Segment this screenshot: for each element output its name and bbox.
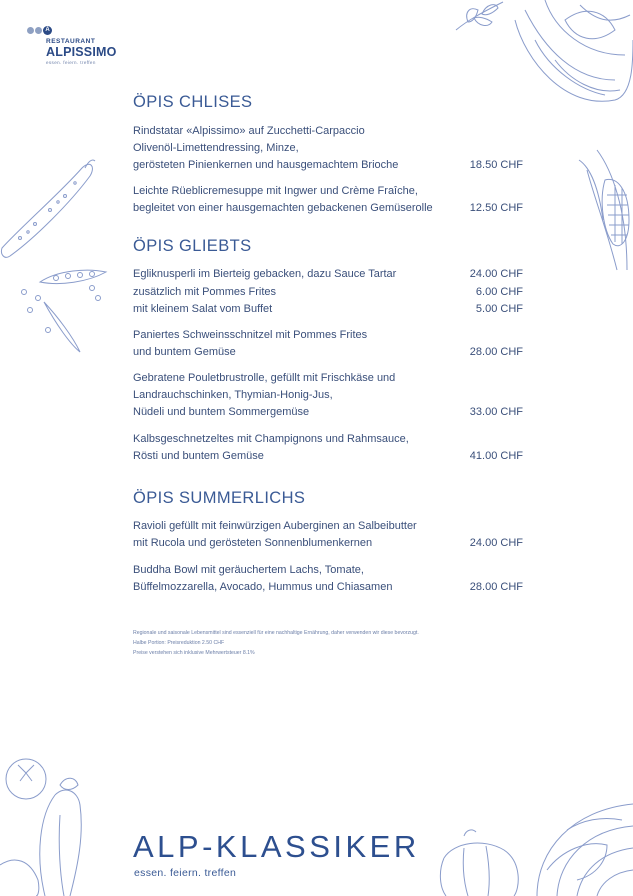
menu-item-line: Olivenöl-Limettendressing, Minze,: [133, 142, 299, 154]
menu-item-line: Nüdeli und buntem Sommergemüse: [133, 406, 310, 418]
menu-item-line: gerösteten Pinienkernen und hausgemachtem Brioche: [133, 159, 399, 171]
menu-item-line: mit kleinem Salat vom Buffet: [133, 303, 273, 315]
menu-item-line: und buntem Gemüse: [133, 346, 236, 358]
menu-item-line: Rindstatar «Alpissimo» auf Zucchetti-Carpaccio: [133, 125, 365, 137]
peas-icon: [18, 262, 110, 357]
logo-dots-icon: A: [27, 26, 147, 35]
logo-restaurant-label: RESTAURANT: [46, 38, 96, 45]
menu-item-line: Buddha Bowl mit geräuchertem Lachs, Tomate,: [133, 564, 364, 576]
footnote-sustainability: Regionale und saisonale Lebensmittel sind essenziell für eine nachhaltige Ernährung, daher verwenden wir diese bevorzugt.: [133, 630, 419, 636]
brand-title: ALP-KLASSIKER: [133, 829, 420, 864]
eggplant-tomato-icon: [0, 755, 110, 896]
menu-item-price: 28.00 CHF: [469, 346, 523, 358]
menu-item-price: 5.00 CHF: [475, 303, 523, 315]
logo-tagline: essen. feiern. treffen: [46, 60, 96, 65]
pepper-icon: [434, 828, 524, 896]
menu-item-line: Leichte Rüeblicremesuppe mit Ingwer und Crème Fraîche,: [133, 185, 418, 197]
menu-item-line: Ravioli gefüllt mit feinwürzigen Auberginen an Salbeibutter: [133, 520, 417, 532]
menu-item-line: Paniertes Schweinsschnitzel mit Pommes Frites: [133, 329, 368, 341]
menu-item-line: Landrauchschinken, Thymian-Honig-Jus,: [133, 389, 333, 401]
menu-item-line: Kalbsgeschnetzeltes mit Champignons und Rahmsauce,: [133, 433, 409, 445]
menu-item-line: mit Rucola und gerösteten Sonnenblumenkernen: [133, 537, 373, 549]
cucumber-icon: [0, 158, 100, 260]
section-title-oepis-gliebts: ÖPIS GLIEBTS: [133, 237, 252, 255]
menu-item-line: Rösti und buntem Gemüse: [133, 450, 264, 462]
logo-name: ALPISSIMO: [46, 45, 117, 59]
corn-icon: [577, 140, 633, 275]
menu-item-price: 24.00 CHF: [469, 268, 523, 280]
menu-item-price: 6.00 CHF: [475, 286, 523, 298]
menu-item-price: 18.50 CHF: [469, 159, 523, 171]
cabbage-bottom-icon: [527, 790, 633, 896]
menu-item-line: zusätzlich mit Pommes Frites: [133, 286, 277, 298]
menu-item-line: begleitet von einer hausgemachten gebackenen Gemüserolle: [133, 202, 433, 214]
menu-item-price: 12.50 CHF: [469, 202, 523, 214]
section-title-oepis-chlises: ÖPIS CHLISES: [133, 93, 253, 111]
menu-item-price: 33.00 CHF: [469, 406, 523, 418]
cabbage-top-icon: [505, 0, 633, 120]
restaurant-logo: [27, 26, 147, 65]
footnote-vat: Preise verstehen sich inklusive Mehrwertsteuer 8.1%: [133, 650, 255, 656]
menu-item-line: Büffelmozzarella, Avocado, Hummus und Chiasamen: [133, 581, 393, 593]
menu-item-line: Gebratene Pouletbrustrolle, gefüllt mit Frischkäse und: [133, 372, 396, 384]
herb-sprig-icon: [448, 0, 508, 40]
brand-tagline: essen. feiern. treffen: [134, 867, 237, 879]
footnote-half-portion: Halbe Portion: Preisreduktion 2.50 CHF: [133, 640, 225, 646]
menu-item-price: 24.00 CHF: [469, 537, 523, 549]
menu-item-price: 41.00 CHF: [469, 450, 523, 462]
section-title-oepis-summerlichs: ÖPIS SUMMERLICHS: [133, 489, 306, 507]
menu-item-line: Egliknusperli im Bierteig gebacken, dazu Sauce Tartar: [133, 268, 397, 280]
menu-item-price: 28.00 CHF: [469, 581, 523, 593]
